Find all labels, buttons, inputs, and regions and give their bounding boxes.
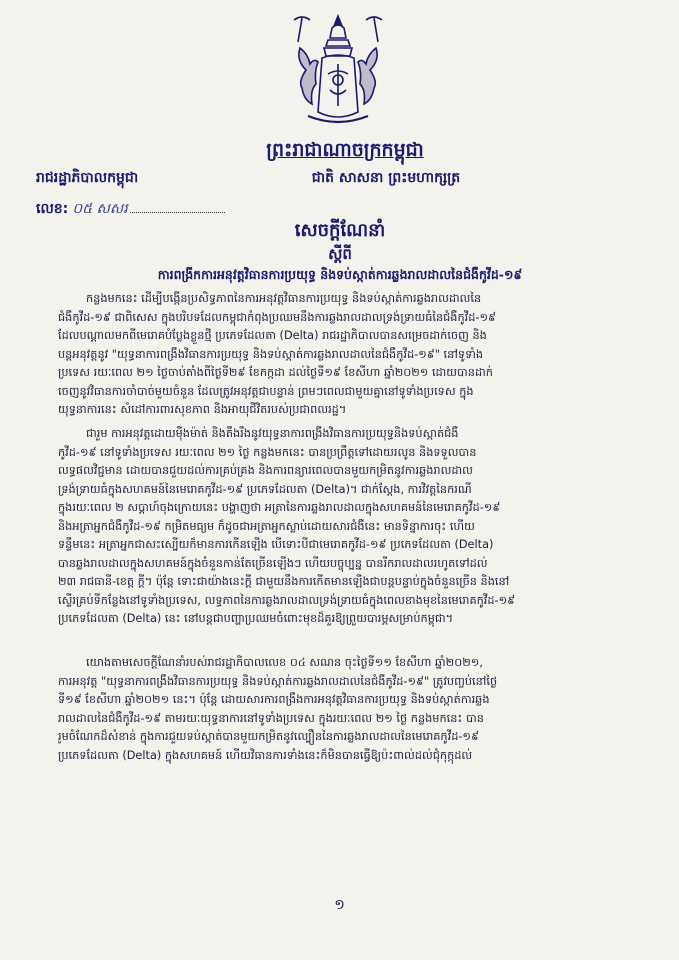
kingdom-heading: ព្រះរាជាណាចក្រកម្ពុជា [266, 139, 424, 161]
paragraph-line: ២៣ រាជធានី-ខេត្ត ក្តី។ ប៉ុន្តែ ទោះជាយ៉ាងនេះក្តី ជាមួយនឹងការកើតមានឡើងជាបន្តបន្ទាប់ក្នុងចំនួនច្រើន និងនៅ [58, 575, 510, 588]
document-subject: ការពង្រីកការអនុវត្តវិធានការប្រយុទ្ធ និងទប់ស្កាត់ការឆ្លងរាលដាលនៃជំងឺកូវីដ-១៩ [157, 267, 523, 282]
paragraph-line: ប្រភេទដែលតា (Delta) ក្នុងសហគមន៍ ហើយវិធានការទាំងនេះក៏មិនបានធ្វើឱ្យប៉ះពាល់ដល់ជុំកុក្កុដល់ [58, 748, 473, 762]
paragraph-line: កូវីដ-១៩ នៅទូទាំងប្រទេស រយៈពេល ២១ ថ្ងៃ កន្លងមកនេះ បានប្រព្រឹត្តទៅដោយរលូន និងទទួលបាន [58, 445, 477, 459]
reference-number [36, 199, 225, 220]
national-motto: ជាតិ សាសនា ព្រះមហាក្សត្រ [311, 170, 461, 186]
about-label: ស្តីពី [328, 245, 352, 263]
paragraph-line: បន្តអនុវត្តនូវ "យុទ្ធនាការពង្រឹងវិធានការប្រយុទ្ធ និងទប់ស្កាត់ការឆ្លងរាលដាលនៃជំងឺកូវីដ-១៩" នៅទូទាំង [58, 347, 483, 361]
paragraph-line: ក្នុងរយៈពេល ២ សប្តាហ៍ចុងក្រោយនេះ បង្ហាញថា អត្រានៃការឆ្លងរាលដាលក្នុងសហគមន៍នៃមេរោគកូវីដ-១៩ [58, 501, 501, 514]
paragraph-line: យោងតាមសេចក្តីណែនាំរបស់រាជរដ្ឋាភិបាលលេខ ០៤ សណន ចុះថ្ងៃទី១១ ខែសីហា ឆ្នាំ២០២១, [86, 656, 483, 669]
paragraph-line: កន្លងមកនេះ ដើម្បីបង្កើនប្រសិទ្ធភាពនៃការអនុវត្តវិធានការប្រយុទ្ធ និងទប់ស្កាត់ការឆ្លងរាលដាលនៃ [86, 292, 482, 305]
paragraph-line: ទន្ទឹមនេះ អត្រាអ្នកជាសះស្បើយក៏មានការកើនឡើង បើទោះបីជាមេរោគកូវីដ-១៩ ប្រភេទដែលតា (Delta) [58, 538, 494, 551]
paragraph-line: ទ្រង់ទ្រាយធំក្នុងសហគមន៍នៃមេរោគកូវីដ-១៩ ប្រភេទដែលតា (Delta)។ ជាក់ស្តែង, ការវិវត្តនៃករណី [58, 482, 472, 496]
royal-coat-of-arms-icon [288, 12, 388, 130]
government-name: រាជរដ្ឋាភិបាលកម្ពុជា [36, 170, 139, 186]
paragraph-1 [58, 290, 650, 420]
paragraph-line: ជារួម ការអនុវត្តដោយម៉ឺងម៉ាត់ និងតឹងរឹងនូវយុទ្ធនាការពង្រឹងវិធានការប្រយុទ្ធនិងទប់ស្កាត់ជំងឺ [86, 427, 459, 440]
document-type-title: សេចក្តីណែនាំ [294, 220, 386, 241]
paragraph-line: ដែលបណ្តាលមកពីមេរោគបំប្លែងខ្លួនថ្មី ប្រភេទដែលតា (Delta) រាជរដ្ឋាភិបាលបានសម្រេចដាក់ចេញ និង [58, 329, 487, 342]
paragraph-2 [58, 425, 650, 629]
paragraph-3 [58, 654, 650, 765]
paragraph-line: ការអនុវត្ត "យុទ្ធនាការពង្រឹងវិធានការប្រយុទ្ធ និងទប់ស្កាត់ការឆ្លងរាលដាលនៃជំងឺកូវីដ-១៩" ត្រូវបញ្ចប់នៅថ្ងៃ [58, 674, 498, 688]
paragraph-line: ប្រទេស រយៈពេល ២១ ថ្ងៃចាប់តាំងពីថ្ងៃទី២៩ ខែកក្កដា ដល់ថ្ងៃទី១៩ ខែសីហា ឆ្នាំ២០២១ ដោយបានដាក់ [58, 366, 493, 379]
paragraph-line: លទ្ធផលវិជ្ជមាន ដោយបានជួយដល់ការគ្រប់គ្រង និងការពន្យារពេលបានមួយកម្រិតនូវការឆ្លងរាលដាល [58, 464, 473, 477]
page-number: ១ [334, 897, 345, 913]
paragraph-line: រាលដាលនៃជំងឺកូវីដ-១៩ តាមរយៈយុទ្ធនាការនៅទូទាំងប្រទេស ក្នុងរយៈពេល ២១ ថ្ងៃ កន្លងមកនេះ បាន [58, 711, 484, 725]
paragraph-line: ប្រភេទដែលតា (Delta) នេះ នៅបន្តជាបញ្ហាប្រឈមចំពោះមុខដ៏គួរឱ្យព្រួយបារម្ភសម្រាប់កម្ពុជា។ [58, 612, 454, 625]
reference-dotted-line [130, 212, 225, 213]
paragraph-line: ជំងឺកូវីដ-១៩ ជាពិសេស ក្នុងបរិបទដែលកម្ពុជាកំពុងប្រឈមនឹងការឆ្លងរាលដាលទ្រង់ទ្រាយធំនៃជំងឺកូវីដ-១៩ [58, 310, 497, 324]
handwritten-reference: ០៥ សសរ [72, 201, 128, 217]
paragraph-line: ស្ទើរគ្រប់ទីកន្លែងនៅទូទាំងប្រទេស, លទ្ធភាពនៃការឆ្លងរាលដាលទ្រង់ទ្រាយធំក្នុងពេលខាងមុខនៃមេរោគកូវីដ-១៩ [58, 593, 516, 607]
paragraph-line: ចេញនូវវិធានការចាំបាច់មួយចំនួន ដែលត្រូវអនុវត្តជាបន្ទាន់ ព្រមៗពេលជាមួយគ្នានៅទូទាំងប្រទេស ក្នុង [58, 384, 474, 398]
paragraph-line: ទី១៩ ខែសីហា ឆ្នាំ២០២១ នេះ។ ប៉ុន្តែ ដោយសារការពង្រឹងការអនុវត្តវិធានការប្រយុទ្ធ និងទប់ស្កាត់ការឆ្លង [58, 693, 490, 706]
paragraph-line: និងអត្រាអ្នកជំងឺកូវីដ-១៩ កម្រិតមធ្យម ក៏ដូចជាអត្រាអ្នកស្លាប់ដោយសារជំងឺនេះ មានទិន្នាការចុះ ហើយ [58, 519, 475, 533]
paragraph-line: រួមចំណែកដ៏សំខាន់ ក្នុងការជួយទប់ស្កាត់បានមួយកម្រិតនូវល្បឿននៃការឆ្លងរាលដាលនៃមេរោគកូវីដ-១៩ [58, 730, 479, 743]
paragraph-line: យុទ្ធនាការនេះ សំដៅការពារសុខភាព និងអាយុជីវិតរបស់ប្រជាពលរដ្ឋ។ [58, 403, 347, 416]
paragraph-line: បានឆ្លងរាលដាលក្នុងសហគមន៍ក្នុងចំនួនកាន់តែច្រើនឡើងៗ ហើយបច្ចុប្បន្ន បានរីករាលដាលរហូតទៅដល់ [58, 556, 488, 570]
reference-label: លេខ: [36, 201, 69, 217]
